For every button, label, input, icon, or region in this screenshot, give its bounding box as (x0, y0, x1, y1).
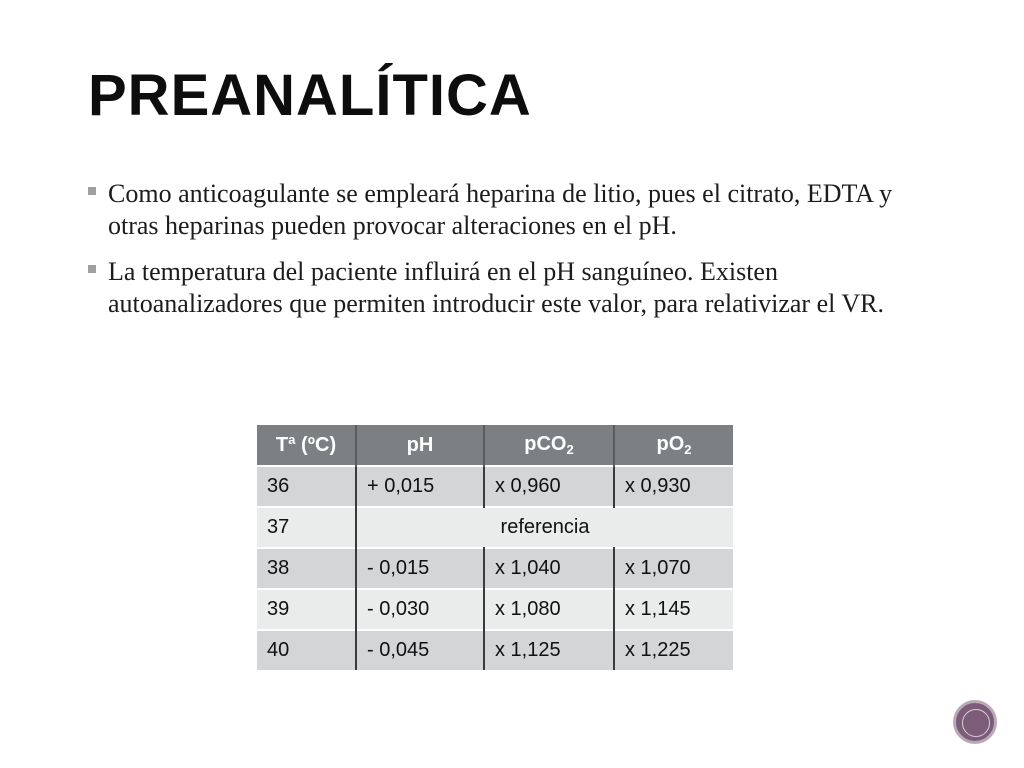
header-temp: Tª (ºC) (257, 425, 356, 466)
bullet-text: Como anticoagulante se empleará heparina de litio, pues el citrato, EDTA y otras heparinas pueden provocar alteraciones en el pH. (108, 179, 893, 240)
bullet-list (88, 178, 948, 334)
cell-ph: + 0,015 (356, 466, 484, 507)
cell-pco2: x 1,125 (484, 630, 614, 670)
cell-pco2: x 1,080 (484, 589, 614, 630)
temperature-correction-table (257, 425, 733, 670)
header-pco2: pCO$_2$ (484, 425, 614, 466)
cell-po2: x 0,930 (614, 466, 733, 507)
table-header-row (257, 425, 733, 466)
cell-temp: 40 (257, 630, 356, 670)
cell-temp: 37 (257, 507, 356, 548)
bullet-item (88, 178, 948, 242)
table-row (257, 466, 733, 507)
table-row (257, 507, 733, 548)
cell-ph: - 0,045 (356, 630, 484, 670)
cell-po2: x 1,225 (614, 630, 733, 670)
cell-po2: x 1,145 (614, 589, 733, 630)
square-bullet-icon (88, 187, 96, 195)
cell-pco2: x 0,960 (484, 466, 614, 507)
cell-reference: referencia (356, 507, 733, 548)
bullet-text: La temperatura del paciente influirá en el pH sanguíneo. Existen autoanalizadores que permiten introducir este valor, para relativizar el VR. (108, 257, 884, 318)
table-row (257, 630, 733, 670)
table-row (257, 589, 733, 630)
cell-temp: 36 (257, 466, 356, 507)
cell-po2: x 1,070 (614, 548, 733, 589)
slide-title: PREANALÍTICA (88, 63, 532, 128)
table-row (257, 548, 733, 589)
square-bullet-icon (88, 265, 96, 273)
bullet-item (88, 256, 948, 320)
cell-ph: - 0,030 (356, 589, 484, 630)
slide-nav-button[interactable] (953, 700, 997, 744)
cell-temp: 38 (257, 548, 356, 589)
header-po2: $pO_2$ (614, 425, 733, 466)
header-ph: pH (356, 425, 484, 466)
cell-temp: 39 (257, 589, 356, 630)
cell-ph: - 0,015 (356, 548, 484, 589)
cell-pco2: x 1,040 (484, 548, 614, 589)
